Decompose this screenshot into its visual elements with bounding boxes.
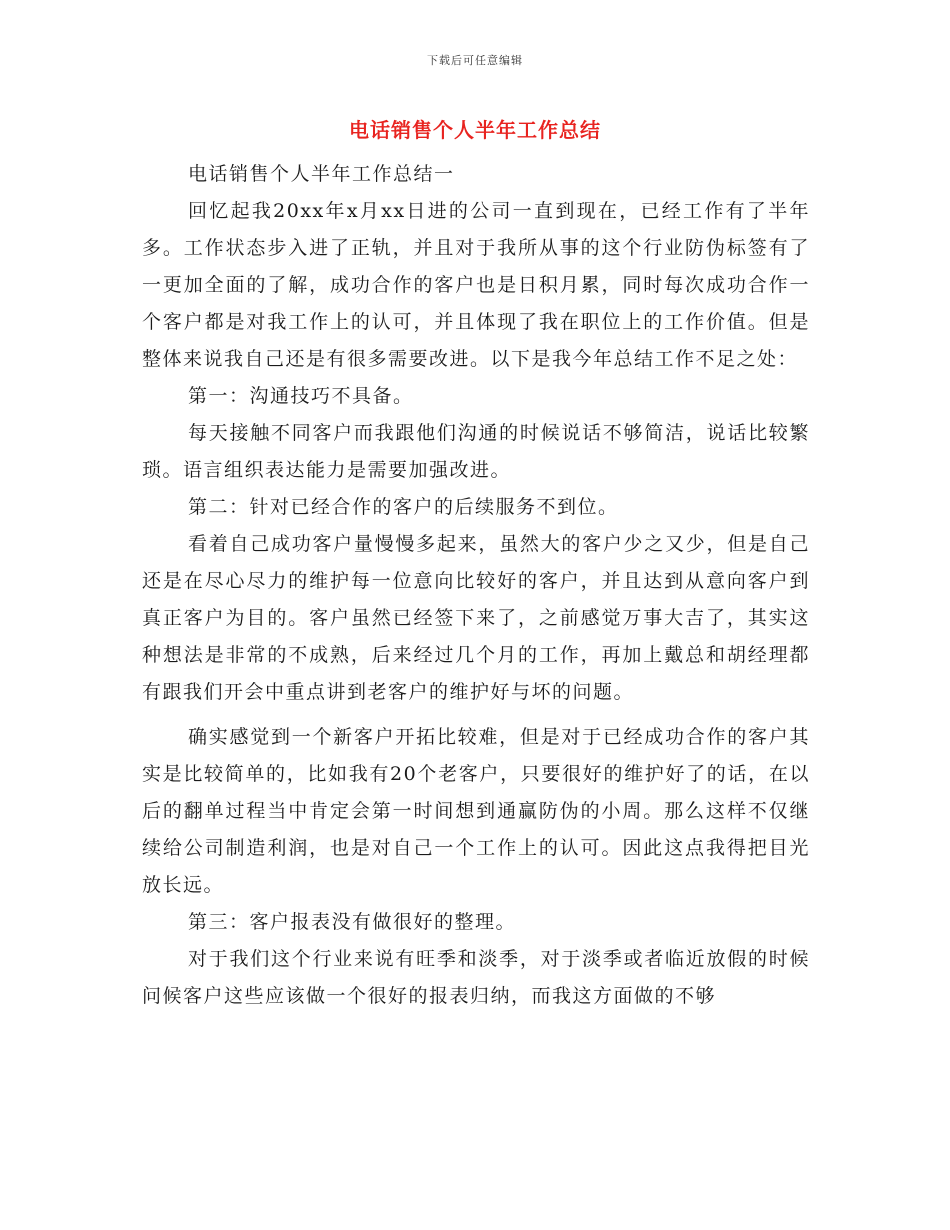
header-note: 下载后可任意编辑 xyxy=(427,54,523,67)
document-body xyxy=(142,156,810,1015)
point-heading: 第二：针对已经合作的客户的后续服务不到位。 xyxy=(188,496,619,518)
section-heading: 电话销售个人半年工作总结一 xyxy=(188,163,455,185)
paragraph: 对于我们这个行业来说有旺季和淡季，对于淡季或者临近放假的时候问候客户这些应该做一个很好的报表归纳，而我这方面做的不够 xyxy=(142,948,810,1007)
paragraph: 每天接触不同客户而我跟他们沟通的时候说话不够简洁，说话比较繁琐。语言组织表达能力是需要加强改进。 xyxy=(142,422,810,481)
document-title: 电话销售个人半年工作总结 xyxy=(349,118,601,142)
paragraph: 看着自己成功客户量慢慢多起来，虽然大的客户少之又少，但是自己还是在尽心尽力的维护每一位意向比较好的客户，并且达到从意向客户到真正客户为目的。客户虽然已经签下来了，之前感觉万事大吉了，其实这种想法是非常的不成熟，后来经过几个月的工作，再加上戴总和胡经理都有跟我们开会中重点讲到老客户的维护好与坏的问题。 xyxy=(142,533,810,703)
point-heading: 第三：客户报表没有做很好的整理。 xyxy=(188,911,517,933)
paragraph: 确实感觉到一个新客户开拓比较难，但是对于已经成功合作的客户其实是比较简单的，比如我有20个老客户，只要很好的维护好了的话，在以后的翻单过程当中肯定会第一时间想到通赢防伪的小周。那么这样不仅继续给公司制造利润，也是对自己一个工作上的认可。因此这点我得把目光放长远。 xyxy=(142,726,810,896)
point-heading: 第一：沟通技巧不具备。 xyxy=(188,385,414,407)
paragraph: 回忆起我20xx年x月xx日进的公司一直到现在，已经工作有了半年多。工作状态步入进了正轨，并且对于我所从事的这个行业防伪标签有了一更加全面的了解，成功合作的客户也是日积月累，同时每次成功合作一个客户都是对我工作上的认可，并且体现了我在职位上的工作价值。但是整体来说我自己还是有很多需要改进。以下是我今年总结工作不足之处： xyxy=(142,200,810,370)
